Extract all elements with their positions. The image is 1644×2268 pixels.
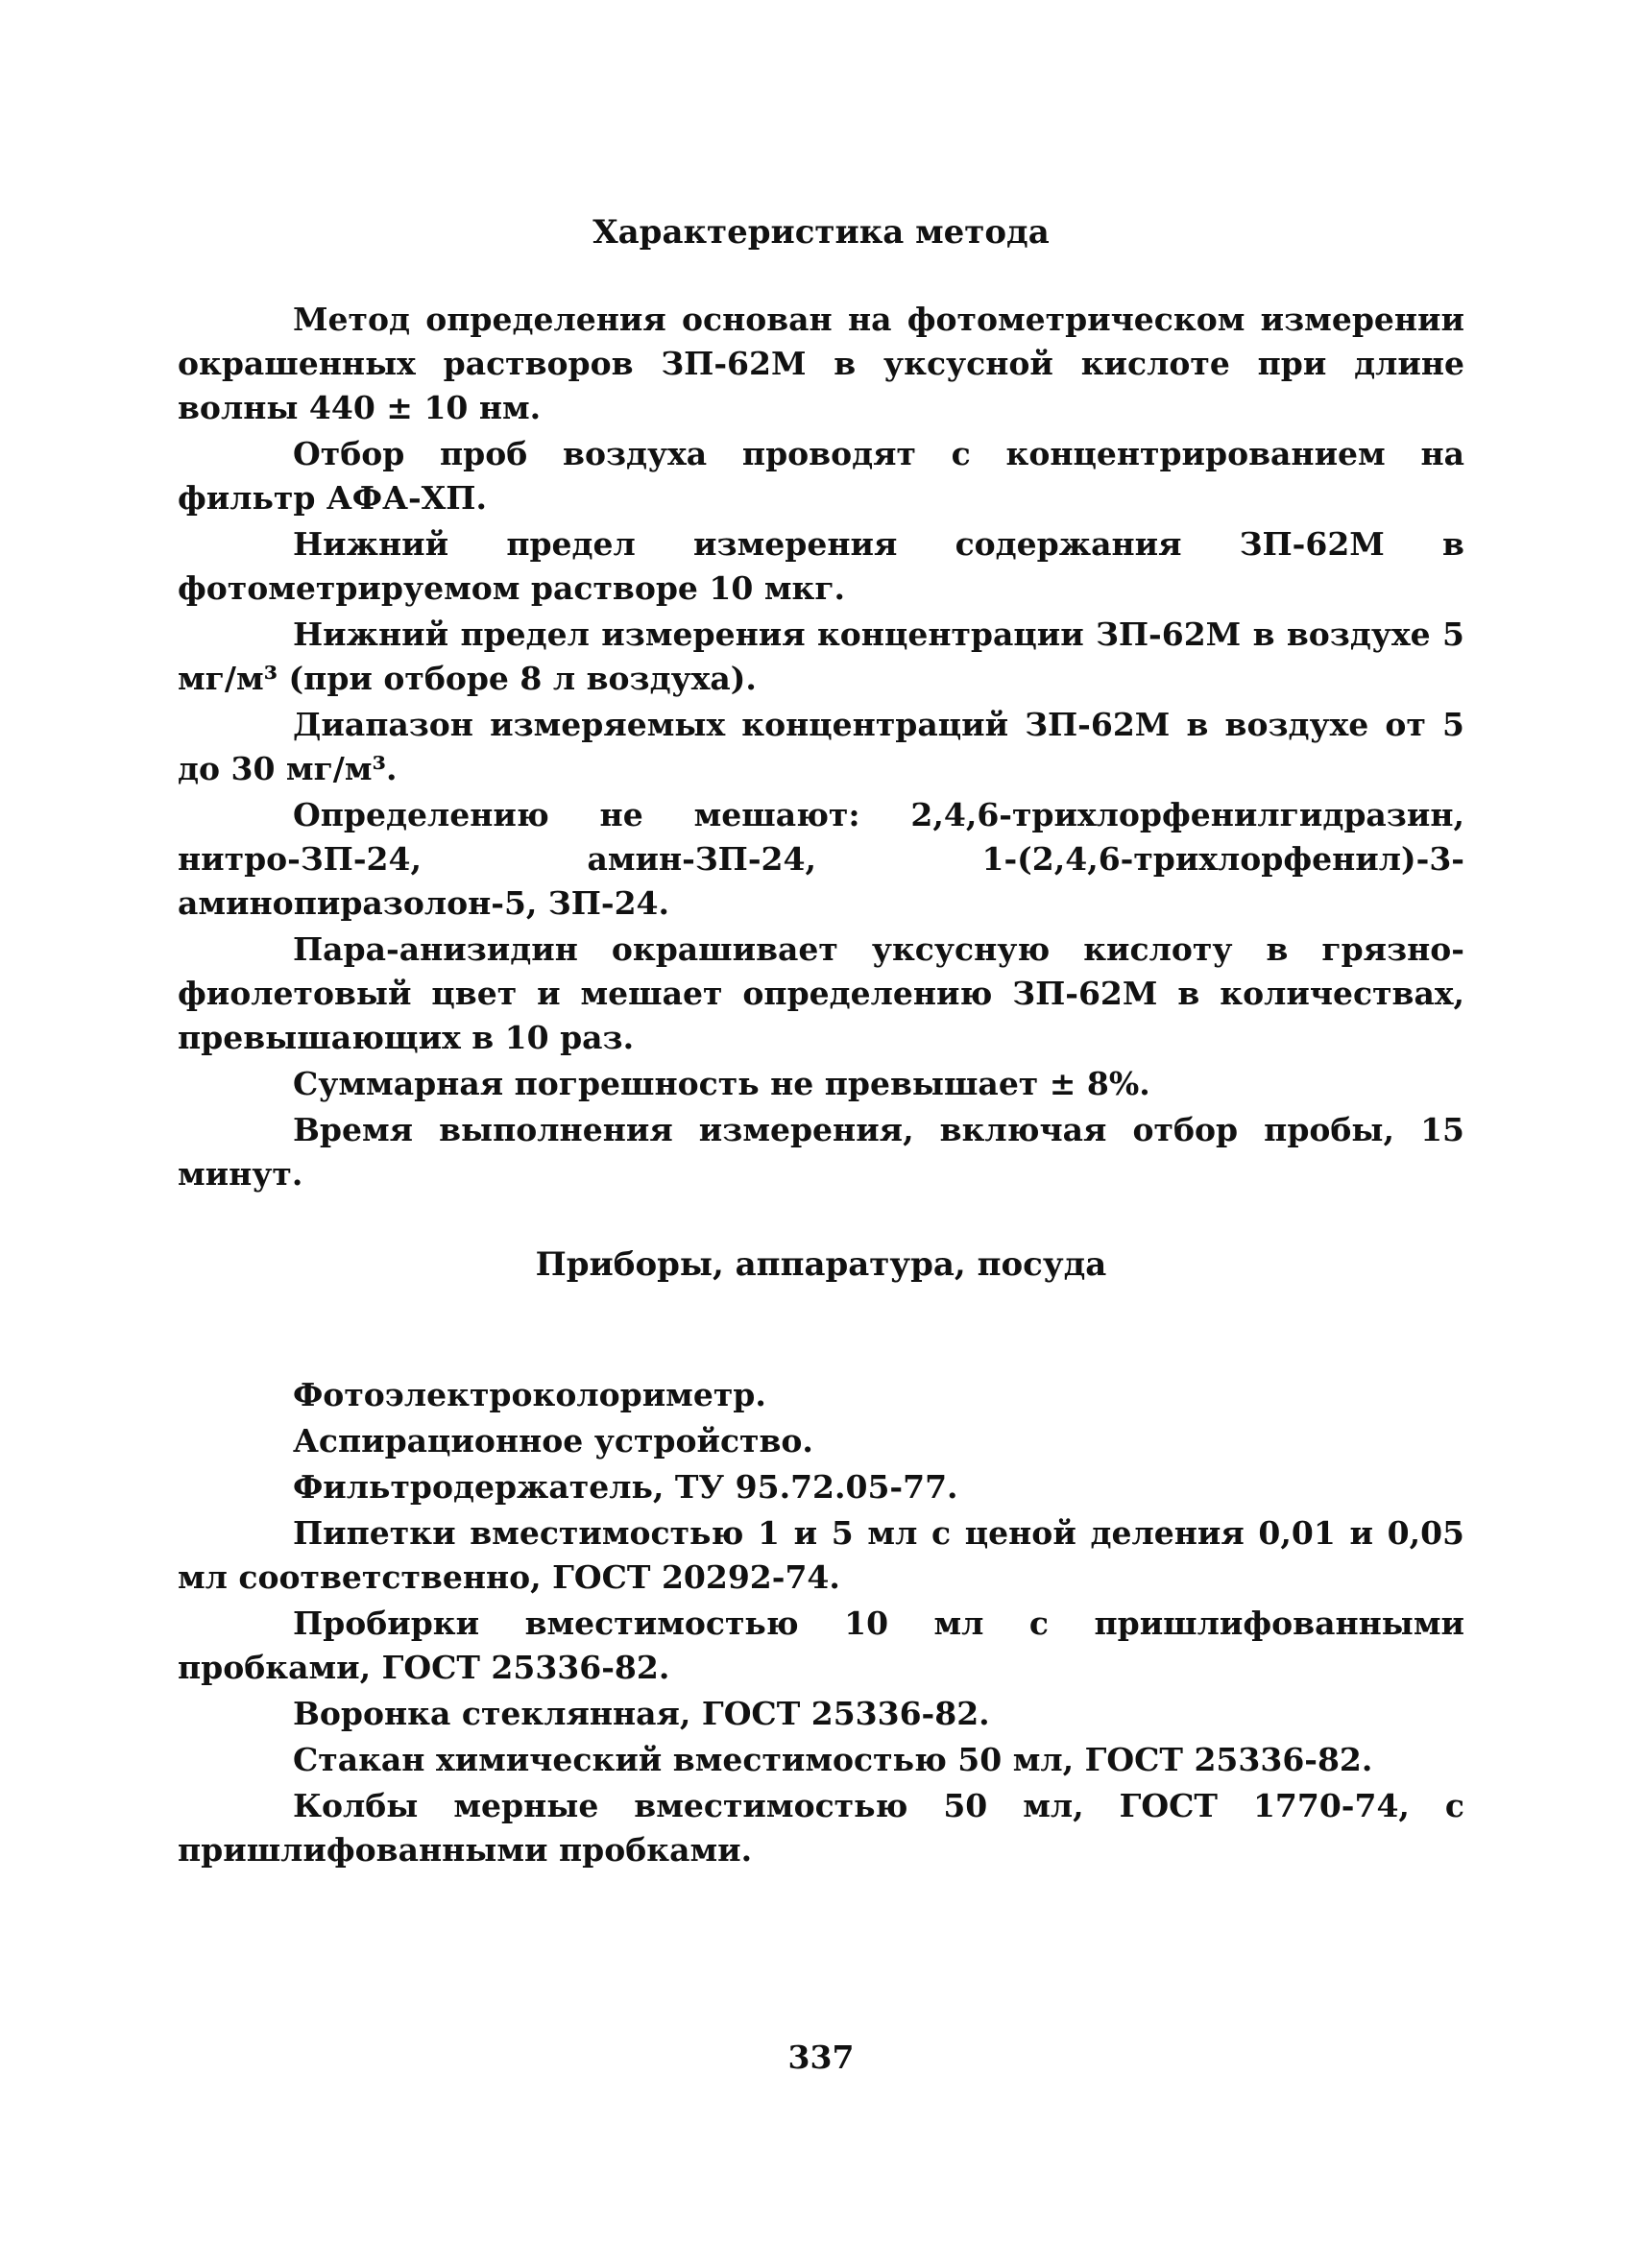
equipment-item: Аспирационное устройство.	[293, 1422, 813, 1460]
section-title-method: Характеристика метода	[592, 213, 1050, 252]
paragraph-error: Суммарная погрешность не превышает ± 8%.	[293, 1065, 1150, 1102]
document-page	[178, 0, 1464, 2268]
paragraph-principle: Метод определения основан на фотометрическом измерении окрашенных растворов ЗП-62М в уксусной кислоте при длине волны 440 ± 10 нм.	[178, 301, 1464, 426]
paragraph-range: Диапазон измеряемых концентраций ЗП-62М в воздухе от 5 до 30 мг/м³.	[178, 706, 1464, 787]
paragraph-lower-limit-solution: Нижний предел измерения содержания ЗП-62М в фотометрируемом растворе 10 мкг.	[178, 525, 1464, 607]
paragraph-non-interfering: Определению не мешают: 2,4,6-трихлорфенилгидразин, нитро-ЗП-24, амин-ЗП-24, 1-(2,4,6-трихлорфенил)-3-аминопиразолон-5, ЗП-24.	[178, 796, 1464, 922]
equipment-item: Стакан химический вместимостью 50 мл, ГОСТ 25336-82.	[293, 1741, 1373, 1778]
equipment-item: Воронка стеклянная, ГОСТ 25336-82.	[293, 1695, 990, 1732]
paragraph-interference: Пара-анизидин окрашивает уксусную кислоту в грязно-фиолетовый цвет и мешает определению ЗП-62М в количествах, превышающих в 10 раз.	[178, 930, 1464, 1056]
paragraph-lower-limit-air: Нижний предел измерения концентрации ЗП-62М в воздухе 5 мг/м³ (при отборе 8 л воздуха).	[178, 615, 1464, 697]
paragraph-sampling: Отбор проб воздуха проводят с концентрированием на фильтр АФА-ХП.	[178, 435, 1464, 517]
equipment-item: Фильтродержатель, ТУ 95.72.05-77.	[293, 1468, 958, 1506]
equipment-item: Колбы мерные вместимостью 50 мл, ГОСТ 1770-74, с пришлифованными пробками.	[178, 1787, 1464, 1869]
method-paragraphs	[178, 298, 1464, 1198]
page-number: 337	[787, 2039, 855, 2076]
equipment-item: Пробирки вместимостью 10 мл с пришлифованными пробками, ГОСТ 25336-82.	[178, 1604, 1464, 1686]
paragraph-duration: Время выполнения измерения, включая отбор пробы, 15 минут.	[178, 1111, 1464, 1193]
equipment-item: Фотоэлектроколориметр.	[293, 1376, 766, 1413]
section-title-equipment: Приборы, аппаратура, посуда	[535, 1245, 1107, 1284]
equipment-list	[178, 1373, 1464, 1874]
equipment-item: Пипетки вместимостью 1 и 5 мл с ценой деления 0,01 и 0,05 мл соответственно, ГОСТ 20292-74.	[178, 1514, 1464, 1596]
